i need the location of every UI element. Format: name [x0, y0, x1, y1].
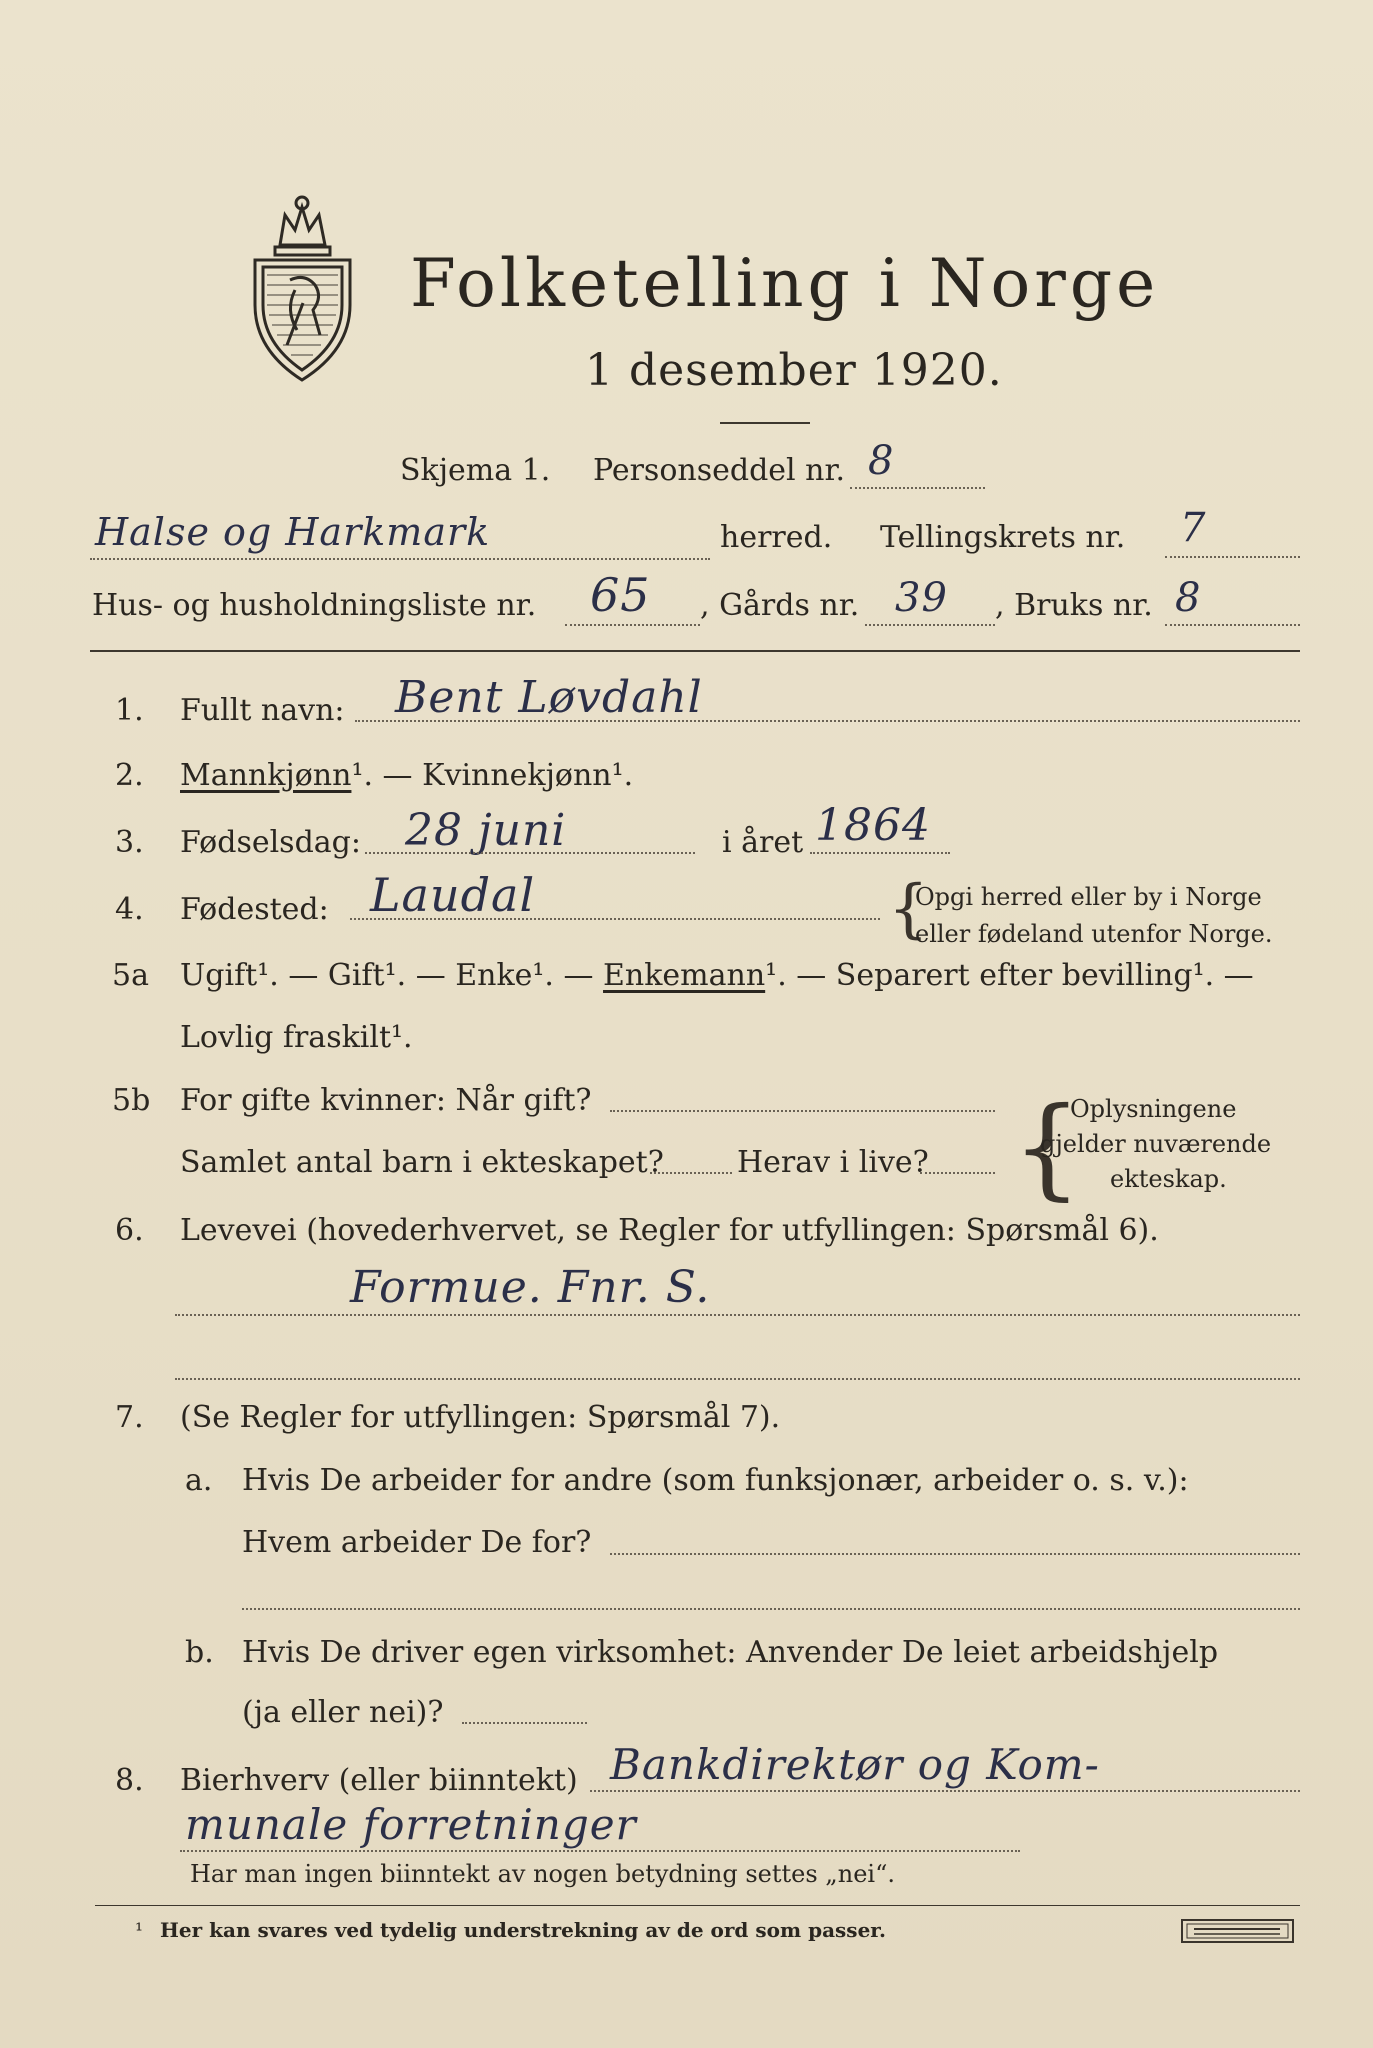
q7-number: 7. [115, 1400, 144, 1435]
bruks-label: , Bruks nr. [995, 588, 1153, 623]
q7b-letter: b. [185, 1635, 214, 1670]
married-when-label: For gifte kvinner: Når gift? [180, 1083, 592, 1118]
marriage-note-brace: { [1012, 1083, 1082, 1211]
marital-divorced-option[interactable]: Lovlig fraskilt¹. [180, 1020, 413, 1055]
occupation-line-1 [175, 1314, 1300, 1316]
side-income-value-2[interactable]: munale forretninger [185, 1800, 637, 1849]
bruks-line [1165, 624, 1300, 626]
birthplace-value[interactable]: Laudal [370, 868, 536, 922]
marital-widower-option[interactable]: Enkemann [603, 958, 766, 993]
marital-status-options [180, 958, 1254, 993]
tellingskrets-value[interactable]: 7 [1180, 505, 1207, 551]
q4-label: Fødested: [180, 892, 329, 927]
q1-label: Fullt navn: [180, 693, 345, 728]
footnote-divider [95, 1905, 1300, 1906]
employer-line-1 [610, 1553, 1300, 1555]
personseddel-value[interactable]: 8 [868, 438, 895, 484]
marriage-note-2: gjelder nuværende [1040, 1130, 1272, 1158]
personseddel-line [850, 487, 985, 489]
marriage-note-3: ekteskap. [1110, 1165, 1227, 1193]
marital-options-1[interactable]: Ugift¹. — Gift¹. — Enke¹. — [180, 958, 604, 993]
q3-label: Fødselsdag: [180, 825, 361, 860]
side-income-line-1 [590, 1790, 1300, 1792]
q1-number: 1. [115, 693, 144, 728]
schema-label: Skjema 1. [400, 453, 551, 488]
sex-options [180, 758, 633, 793]
marriage-note-1: Oplysningene [1070, 1095, 1237, 1123]
birth-year-value[interactable]: 1864 [815, 800, 931, 851]
sex-separator: ¹. — [351, 758, 423, 793]
footnote-mark: ¹ [135, 1918, 144, 1942]
q7b-label-1: Hvis De driver egen virksomhet: Anvender De leiet arbeidshjelp [242, 1635, 1219, 1670]
q5b-number: 5b [112, 1083, 151, 1118]
q2-number: 2. [115, 758, 144, 793]
marital-options-2[interactable]: ¹. — Separert efter bevilling¹. — [765, 958, 1254, 993]
children-total-line [650, 1172, 732, 1174]
q3-number: 3. [115, 825, 144, 860]
full-name-line [355, 720, 1300, 722]
children-alive-label: Herav i live? [737, 1145, 929, 1180]
census-date: 1 desember 1920. [585, 345, 1003, 396]
birthplace-note-2: eller fødeland utenfor Norge. [915, 920, 1273, 948]
birth-year-label: i året [722, 825, 804, 860]
gards-line [865, 624, 995, 626]
hired-help-label: (ja eller nei)? [242, 1695, 444, 1730]
side-income-value-1[interactable]: Bankdirektør og Kom- [610, 1740, 1100, 1789]
tellingskrets-label: Tellingskrets nr. [880, 520, 1126, 555]
employer-line-2 [242, 1608, 1300, 1610]
employer-label: Hvem arbeider De for? [242, 1525, 592, 1560]
occupation-value[interactable]: Formue. Fnr. S. [350, 1262, 711, 1313]
herred-label: herred. [720, 520, 833, 555]
birthplace-line [350, 918, 880, 920]
tellingskrets-line [1165, 556, 1300, 558]
footnote-text: Her kan svares ved tydelig understrekning av de ord som passer. [160, 1918, 886, 1942]
husliste-value[interactable]: 65 [590, 568, 651, 622]
full-name-value[interactable]: Bent Løvdahl [395, 672, 703, 723]
sex-end: ¹. [611, 758, 634, 793]
sex-male-option[interactable]: Mannkjønn [180, 758, 352, 793]
q7-label: (Se Regler for utfyllingen: Spørsmål 7). [180, 1400, 781, 1435]
q7a-label-1: Hvis De arbeider for andre (som funksjonær, arbeider o. s. v.): [242, 1463, 1189, 1498]
q8-number: 8. [115, 1763, 144, 1798]
children-total-label: Samlet antal barn i ekteskapet? [180, 1145, 664, 1180]
side-income-note: Har man ingen biinntekt av nogen betydning settes „nei“. [190, 1860, 895, 1888]
norwegian-lion-coat-of-arms-icon [245, 185, 360, 385]
gards-value[interactable]: 39 [895, 575, 948, 621]
sex-female-option[interactable]: Kvinnekjønn [422, 758, 612, 793]
birthday-line [365, 852, 695, 854]
birthplace-brace: { [888, 872, 929, 946]
personseddel-label: Personseddel nr. [593, 453, 846, 488]
gards-label: , Gårds nr. [700, 588, 860, 623]
side-income-line-2 [180, 1850, 1020, 1852]
birth-year-line [810, 852, 950, 854]
q5a-number: 5a [112, 958, 149, 993]
birthplace-note-1: Opgi herred eller by i Norge [915, 883, 1262, 911]
herred-line [90, 558, 710, 560]
q6-number: 6. [115, 1213, 144, 1248]
bruks-value[interactable]: 8 [1175, 575, 1202, 621]
birthday-value[interactable]: 28 juni [405, 805, 567, 856]
occupation-label: Levevei (hovederhvervet, se Regler for utfyllingen: Spørsmål 6). [180, 1213, 1159, 1248]
husliste-line [565, 624, 700, 626]
q4-number: 4. [115, 892, 144, 927]
hired-help-line [462, 1722, 587, 1724]
herred-value[interactable]: Halse og Harkmark [95, 510, 491, 554]
page-title: Folketelling i Norge [410, 245, 1160, 322]
q7a-letter: a. [185, 1463, 213, 1498]
printer-stamp-icon [1180, 1918, 1295, 1944]
married-when-line [610, 1110, 995, 1112]
husliste-label: Hus- og husholdningsliste nr. [92, 588, 537, 623]
side-income-label: Bierhverv (eller biinntekt) [180, 1763, 578, 1798]
title-divider [720, 422, 810, 424]
header-divider [90, 650, 1300, 652]
occupation-line-2 [175, 1378, 1300, 1380]
children-alive-line [920, 1172, 995, 1174]
